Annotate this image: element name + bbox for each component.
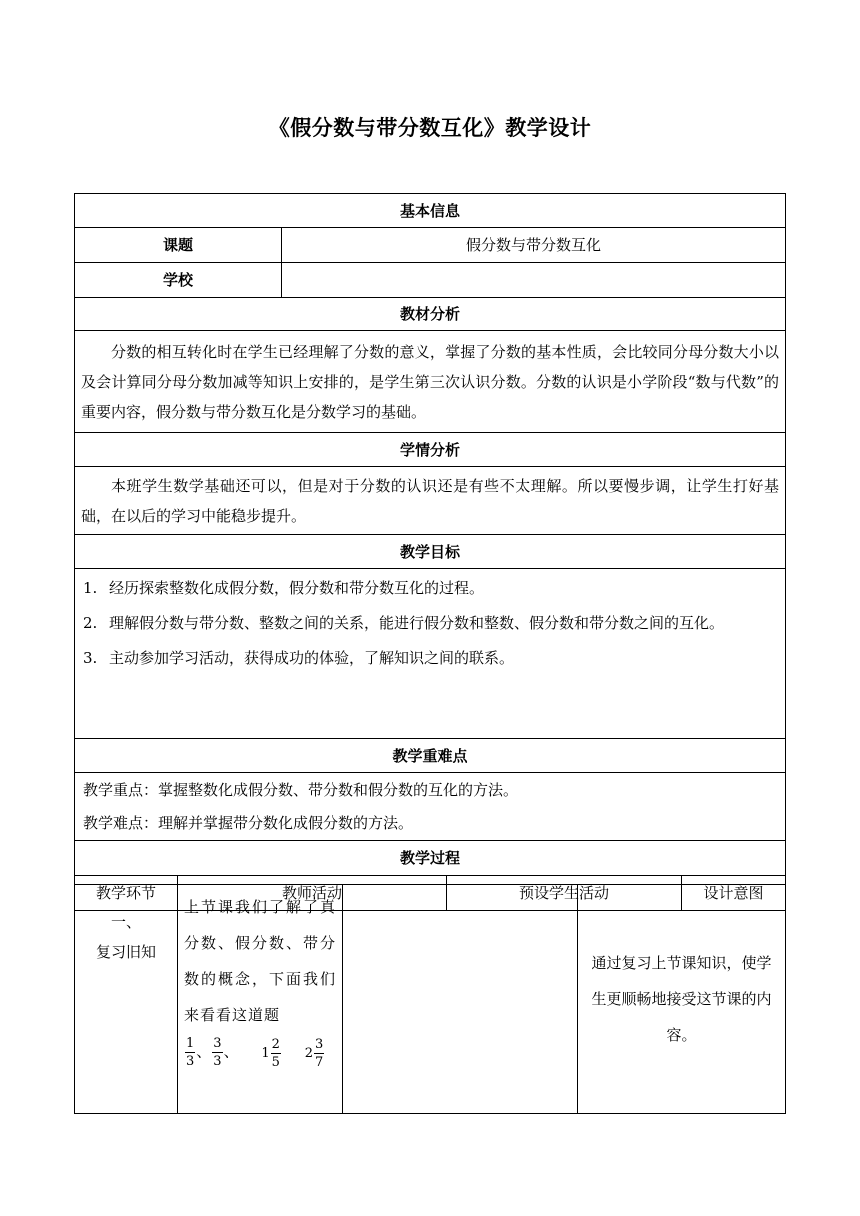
goal-number: 1.: [83, 579, 98, 597]
teacher-activity-cell: [178, 885, 343, 1114]
teacher-activity-text: 上节课我们了解了真分数、假分数、带分数的概念，下面我们来看看这道题: [184, 898, 336, 1024]
fraction-separator: 、: [196, 1042, 212, 1061]
goal-item: [83, 571, 777, 606]
school-label: 学校: [75, 263, 282, 298]
fraction-one-third: $\frac{1}{3}$: [186, 1036, 195, 1069]
teaching-process-header: 教学过程: [75, 841, 786, 876]
goal-text: 经历探索整数化成假分数，假分数和带分数互化的过程。: [109, 579, 485, 597]
column-header-intent: 设计意图: [682, 876, 786, 911]
goal-text: 主动参加学习活动，获得成功的体验，了解知识之间的联系。: [109, 649, 515, 667]
design-intent-cell: 通过复习上节课知识，使学生更顺畅地接受这节课的内容。: [578, 885, 786, 1114]
stage-name: 复习旧知: [95, 943, 156, 961]
fraction-three-thirds: $\frac{3}{3}$: [213, 1036, 222, 1069]
student-analysis-text: 本班学生数学基础还可以，但是对于分数的认识还是有些不太理解。所以要慢步调，让学生打好基础，在以后的学习中能稳步提升。: [75, 467, 786, 535]
teaching-goals-list: [75, 569, 786, 739]
goal-number: 2.: [83, 614, 98, 632]
stage-number: 一、: [110, 913, 141, 931]
process-row-table: [74, 884, 786, 1114]
student-activity-cell: [343, 885, 578, 1114]
mixed-number-one-two-fifths: 1 $\frac{2}{5}$: [261, 1037, 280, 1070]
key-points-body: [75, 773, 786, 841]
material-analysis-text: 分数的相互转化时在学生已经理解了分数的意义，掌握了分数的基本性质，会比较同分母分数大小以及会计算同分母分数加减等知识上安排的，是学生第三次认识分数。分数的认识是小学阶段“数与代数”的重要内容，假分数与带分数互化是分数学习的基础。: [75, 331, 786, 433]
key-points-header: 教学重难点: [75, 739, 786, 773]
material-analysis-header: 教材分析: [75, 298, 786, 331]
lesson-plan-table: [74, 193, 786, 911]
column-header-stage: 教学环节: [75, 876, 178, 911]
teaching-focus: 教学重点：掌握整数化成假分数、带分数和假分数的互化的方法。: [83, 780, 519, 799]
stage-cell: [75, 885, 178, 1114]
school-value: [282, 263, 786, 298]
goal-number: 3.: [83, 649, 98, 667]
column-header-teacher: 教师活动: [178, 876, 447, 911]
goal-text: 理解假分数与带分数、整数之间的关系，能进行假分数和整数、假分数和带分数之间的互化。: [109, 614, 725, 632]
goal-item: [83, 606, 777, 641]
fraction-examples: [184, 1035, 336, 1071]
goal-item: [83, 641, 777, 676]
teaching-goals-header: 教学目标: [75, 535, 786, 569]
student-analysis-header: 学情分析: [75, 433, 786, 467]
basic-info-header: 基本信息: [75, 194, 786, 228]
mixed-number-two-three-sevenths: 2 $\frac{3}{7}$: [304, 1037, 324, 1070]
topic-label: 课题: [75, 228, 282, 263]
teaching-difficulty: 教学难点：理解并掌握带分数化成假分数的方法。: [83, 813, 414, 832]
document-title: 《假分数与带分数互化》教学设计: [268, 116, 592, 140]
column-header-student: 预设学生活动: [447, 876, 682, 911]
topic-value: 假分数与带分数互化: [282, 228, 786, 263]
fraction-separator: 、: [223, 1042, 239, 1061]
